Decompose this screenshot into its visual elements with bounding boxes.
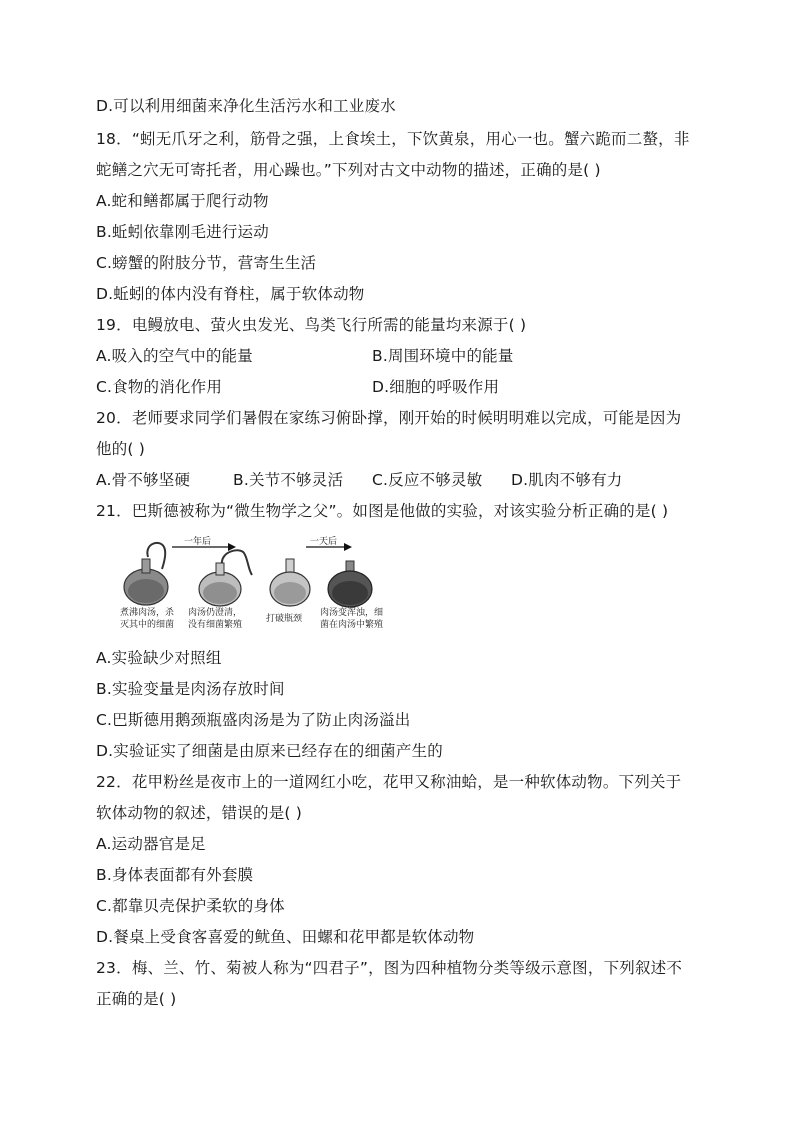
q18-option-a: A.蛇和鳝都属于爬行动物 — [96, 192, 269, 210]
q20-stem-line1: 20．老师要求同学们暑假在家练习俯卧撑，刚开始的时候明明难以完成，可能是因为 — [96, 409, 682, 427]
q19-option-a: A.吸入的空气中的能量 — [96, 347, 253, 365]
q21-stem: 21．巴斯德被称为“微生物学之父”。如图是他做的实验，对该实验分析正确的是( ) — [96, 502, 669, 520]
q23-stem-line1: 23．梅、兰、竹、菊被人称为“四君子”，图为四种植物分类等级示意图，下列叙述不 — [96, 959, 683, 977]
flask-3 — [270, 559, 310, 606]
q22-stem-line2: 软体动物的叙述，错误的是( ) — [96, 804, 303, 822]
q22-option-c: C.都靠贝壳保护柔软的身体 — [96, 897, 285, 915]
q18-option-b: B.蚯蚓依靠刚毛进行运动 — [96, 223, 269, 241]
flask-1 — [124, 543, 168, 605]
q18-stem-line2: 蛇鳝之穴无可寄托者，用心躁也。”下列对古文中动物的描述，正确的是( ) — [96, 161, 601, 179]
caption-1-line2: 灭其中的细菌 — [120, 620, 175, 630]
flask-4 — [328, 561, 372, 607]
q21-option-d: D.实验证实了细菌是由原来已经存在的细菌产生的 — [96, 742, 443, 760]
arrow-1 — [172, 535, 236, 551]
pasteur-experiment-figure — [120, 535, 410, 635]
caption-1-line1: 煮沸肉汤，杀 — [120, 608, 175, 618]
caption-4-line2: 菌在肉汤中繁殖 — [320, 620, 384, 630]
q17-option-d: D.可以利用细菌来净化生活污水和工业废水 — [96, 97, 396, 115]
q19-option-d: D.细胞的呼吸作用 — [372, 378, 500, 396]
q18-option-d: D.蚯蚓的体内没有脊柱，属于软体动物 — [96, 285, 365, 303]
q22-option-d: D.餐桌上受食客喜爱的鱿鱼、田螺和花甲都是软体动物 — [96, 928, 475, 946]
caption-2-line1: 肉汤仍澄清， — [188, 608, 243, 618]
q22-option-b: B.身体表面都有外套膜 — [96, 866, 254, 884]
caption-4-line1: 肉汤变浑浊，细 — [320, 608, 384, 618]
q21-option-a: A.实验缺少对照组 — [96, 649, 222, 667]
q18-option-c: C.螃蟹的附肢分节，营寄生生活 — [96, 254, 317, 272]
arrow-2 — [306, 535, 352, 551]
flask-2 — [199, 550, 252, 606]
caption-2-line2: 没有细菌繁殖 — [188, 620, 243, 630]
q22-option-a: A.运动器官是足 — [96, 835, 206, 853]
caption-3: 打破瓶颈 — [266, 614, 303, 624]
q18-stem-line1: 18．“蚓无爪牙之利，筋骨之强，上食埃土，下饮黄泉，用心一也。蟹六跪而二螯，非 — [96, 130, 690, 148]
q20-option-c: C.反应不够灵敏 — [372, 471, 483, 489]
q20-option-b: B.关节不够灵活 — [233, 471, 344, 489]
q21-option-c: C.巴斯德用鹅颈瓶盛肉汤是为了防止肉汤溢出 — [96, 711, 411, 729]
q19-stem: 19．电鳗放电、萤火虫发光、鸟类飞行所需的能量均来源于( ) — [96, 316, 527, 334]
q19-option-c: C.食物的消化作用 — [96, 378, 223, 396]
arrow-2-label: 一天后 — [310, 537, 338, 547]
q22-stem-line1: 22．花甲粉丝是夜市上的一道网红小吃，花甲又称油蛤，是一种软体动物。下列关于 — [96, 773, 682, 791]
q19-option-b: B.周围环境中的能量 — [372, 347, 514, 365]
q20-stem-line2: 他的( ) — [96, 440, 146, 458]
q21-option-b: B.实验变量是肉汤存放时间 — [96, 680, 285, 698]
q23-stem-line2: 正确的是( ) — [96, 990, 177, 1008]
q20-option-a: A.骨不够坚硬 — [96, 471, 191, 489]
q20-option-d: D.肌肉不够有力 — [511, 471, 623, 489]
arrow-1-label: 一年后 — [184, 537, 212, 547]
